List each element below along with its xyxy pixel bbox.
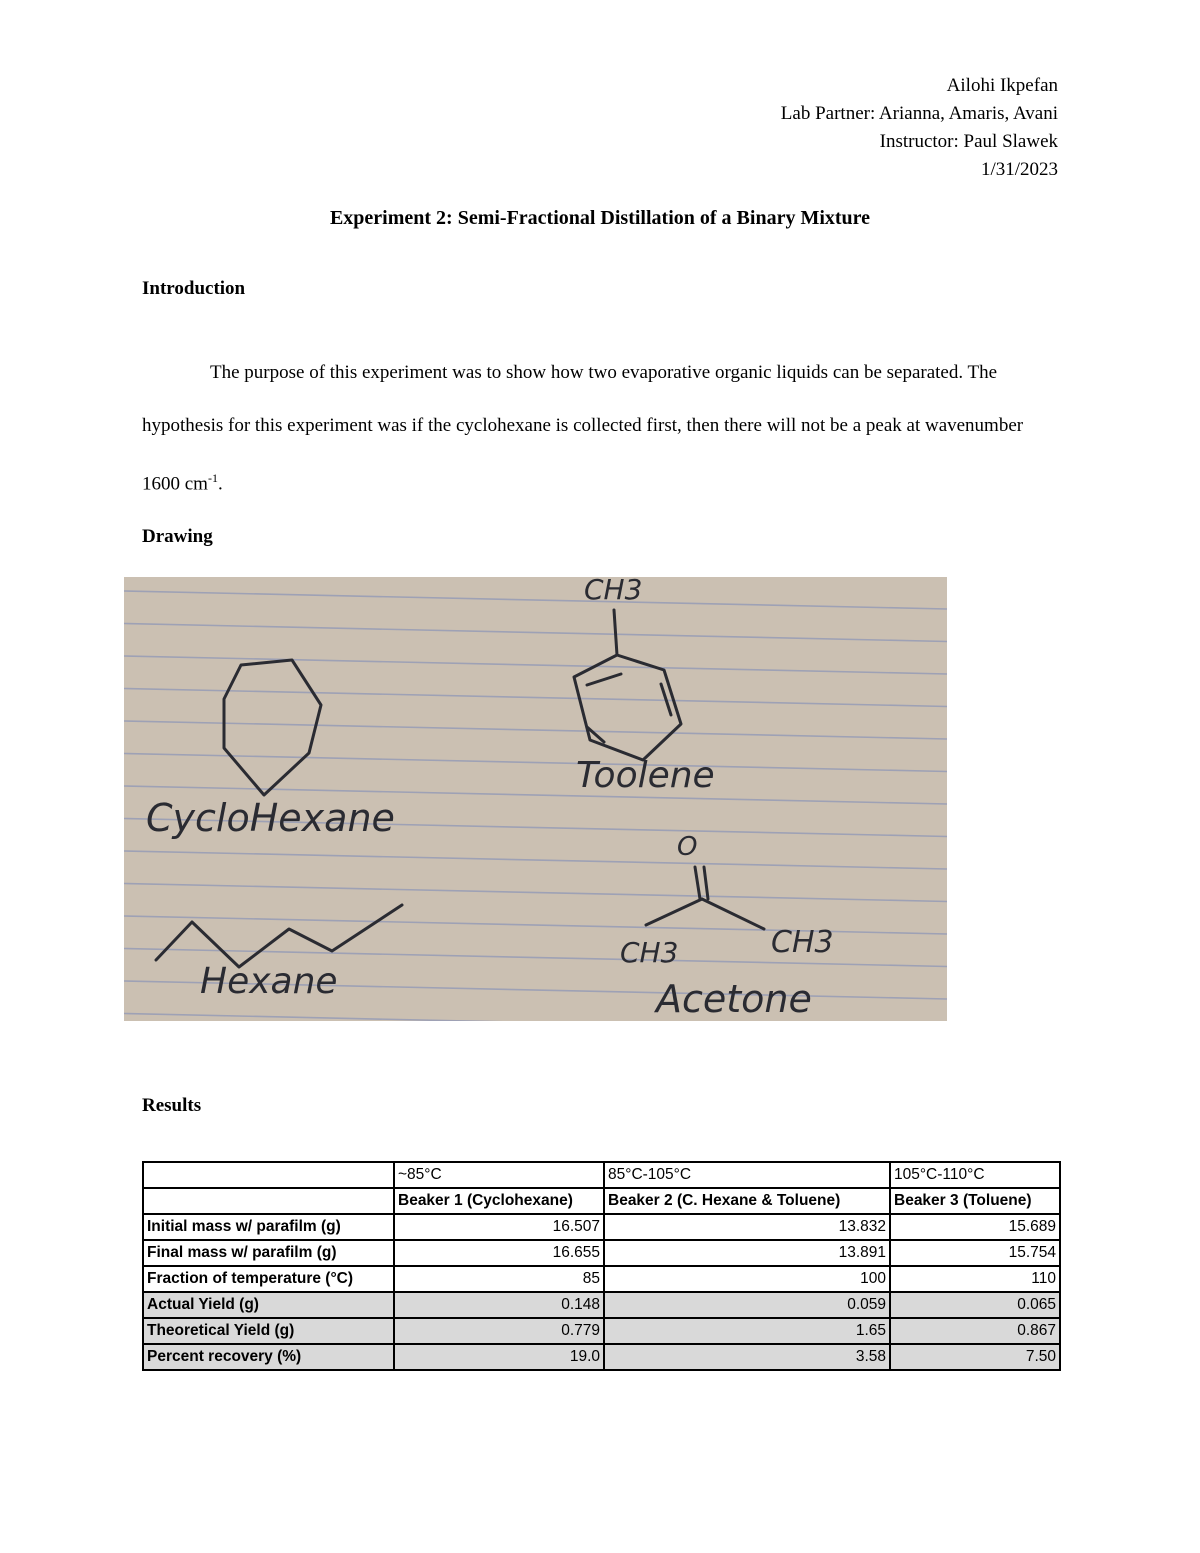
value-cell: 19.0: [394, 1344, 604, 1370]
beaker-cell: Beaker 2 (C. Hexane & Toluene): [604, 1188, 890, 1214]
structures-photo: [124, 577, 947, 1021]
results-table: [142, 1161, 1061, 1371]
author-header: [781, 72, 1058, 184]
temperature-cell: ~85°C: [394, 1162, 604, 1188]
temperature-cell: 105°C-110°C: [890, 1162, 1060, 1188]
value-cell: 0.867: [890, 1318, 1060, 1344]
value-cell: 0.065: [890, 1292, 1060, 1318]
table-row: [143, 1344, 1060, 1370]
value-cell: 16.655: [394, 1240, 604, 1266]
value-cell: 15.754: [890, 1240, 1060, 1266]
table-row: [143, 1318, 1060, 1344]
value-cell: 100: [604, 1266, 890, 1292]
value-cell: 85: [394, 1266, 604, 1292]
document-title: Experiment 2: Semi-Fractional Distillation of a Binary Mixture: [329, 207, 871, 229]
value-cell: 7.50: [890, 1344, 1060, 1370]
table-row: [143, 1214, 1060, 1240]
toluene-label: Toolene: [576, 755, 715, 796]
acetone-left-methyl-label: CH3: [620, 936, 679, 969]
toluene-methyl-label: CH3: [584, 577, 643, 606]
acetone-right-methyl-label: CH3: [771, 925, 834, 960]
row-label: Actual Yield (g): [143, 1292, 394, 1318]
drawing-heading: Drawing: [142, 526, 213, 547]
author-name: Ailohi Ikpefan: [946, 75, 1058, 96]
value-cell: 3.58: [604, 1344, 890, 1370]
beaker-cell: Beaker 3 (Toluene): [890, 1188, 1060, 1214]
hexane-label: Hexane: [200, 961, 338, 1002]
instructor-line: Instructor: Paul Slawek: [879, 131, 1058, 152]
acetone-label: Acetone: [656, 977, 812, 1021]
value-cell: 0.059: [604, 1292, 890, 1318]
lab-partner-line: Lab Partner: Arianna, Amaris, Avani: [780, 103, 1058, 124]
value-cell: 110: [890, 1266, 1060, 1292]
beaker-cell: Beaker 1 (Cyclohexane): [394, 1188, 604, 1214]
row-label: Percent recovery (%): [143, 1344, 394, 1370]
report-date: 1/31/2023: [980, 159, 1058, 180]
value-cell: 13.832: [604, 1214, 890, 1240]
value-cell: 13.891: [604, 1240, 890, 1266]
introduction-text: The purpose of this experiment was to show how two evaporative organic liquids can be separated. The hypothesis for this experiment was if the cyclohexane is collected first, then there will not be a peak at wavenumber 1600 cm: [142, 362, 1024, 495]
wavenumber-exponent: -1: [207, 471, 218, 485]
table-blank-cell: [143, 1188, 394, 1214]
value-cell: 0.148: [394, 1292, 604, 1318]
value-cell: 1.65: [604, 1318, 890, 1344]
value-cell: 15.689: [890, 1214, 1060, 1240]
results-heading: Results: [142, 1095, 202, 1116]
table-corner-cell: [143, 1162, 394, 1188]
row-label: Final mass w/ parafilm (g): [143, 1240, 394, 1266]
row-label: Initial mass w/ parafilm (g): [143, 1214, 394, 1240]
introduction-heading: Introduction: [142, 278, 246, 299]
temperature-cell: 85°C-105°C: [604, 1162, 890, 1188]
row-label: Theoretical Yield (g): [143, 1318, 394, 1344]
acetone-oxygen-label: O: [677, 832, 698, 862]
temperature-row: [143, 1162, 1060, 1188]
table-row: [143, 1292, 1060, 1318]
value-cell: 0.779: [394, 1318, 604, 1344]
value-cell: 16.507: [394, 1214, 604, 1240]
table-row: [143, 1240, 1060, 1266]
row-label: Fraction of temperature (°C): [143, 1266, 394, 1292]
cyclohexane-label: CycloHexane: [146, 796, 395, 840]
beaker-row: [143, 1188, 1060, 1214]
introduction-paragraph: [142, 346, 1060, 510]
introduction-period: .: [217, 473, 223, 495]
table-row: [143, 1266, 1060, 1292]
